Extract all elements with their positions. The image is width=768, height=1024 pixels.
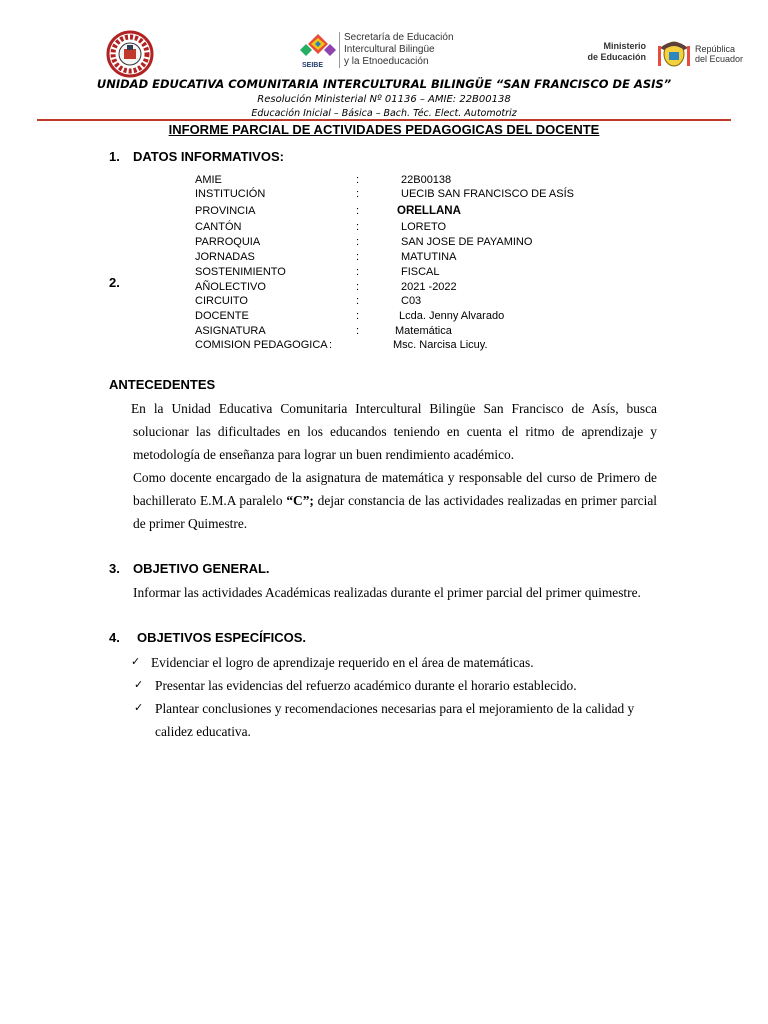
datos-colon: :	[356, 295, 360, 307]
section-1-number: 1.	[109, 149, 120, 164]
antecedentes-title: ANTECEDENTES	[109, 377, 216, 392]
datos-label: CANTÓN	[195, 221, 242, 233]
datos-value: Matemática	[395, 325, 452, 337]
datos-value: SAN JOSE DE PAYAMINO	[401, 236, 533, 248]
school-name: UNIDAD EDUCATIVA COMUNITARIA INTERCULTURAL BILINGÜE “SAN FRANCISCO DE ASIS”	[96, 77, 672, 91]
section-4-title: OBJETIVOS ESPECÍFICOS.	[137, 630, 307, 645]
seibe-line-3: y la Etnoeducación	[344, 56, 429, 67]
datos-colon: :	[356, 236, 360, 248]
datos-row	[195, 173, 615, 187]
datos-label: CIRCUITO	[195, 295, 248, 307]
datos-row	[195, 220, 615, 235]
ministerio-line-1: Ministerio	[603, 41, 646, 51]
datos-value: Msc. Narcisa Licuy.	[393, 339, 488, 351]
datos-row	[195, 338, 615, 352]
section-3-number: 3.	[109, 561, 120, 576]
check-icon: ✓	[134, 701, 144, 714]
republica-text	[695, 44, 743, 64]
datos-value: UECIB SAN FRANCISCO DE ASÍS	[401, 188, 574, 200]
datos-colon: :	[356, 251, 360, 263]
datos-row	[195, 324, 615, 338]
section-4-number: 4.	[109, 630, 120, 645]
datos-value: 2021 -2022	[401, 281, 457, 293]
datos-row	[195, 250, 615, 265]
ministerio-text	[578, 41, 646, 63]
datos-row	[195, 280, 615, 294]
datos-row	[195, 294, 615, 309]
ministerio-line-2: de Educación	[587, 52, 646, 62]
datos-value: FISCAL	[401, 266, 440, 278]
objetivo-especifico-item: Presentar las evidencias del refuerzo académico durante el horario establecido.	[155, 678, 577, 693]
datos-row	[195, 309, 615, 324]
republica-line-2: del Ecuador	[695, 54, 744, 64]
datos-label: PROVINCIA	[195, 205, 256, 217]
datos-label: AMIE	[195, 174, 222, 186]
datos-label: COMISION PEDAGOGICA	[195, 339, 328, 351]
datos-label: DOCENTE	[195, 310, 249, 322]
datos-colon: :	[356, 205, 360, 217]
datos-colon: :	[356, 310, 360, 322]
datos-row	[195, 204, 615, 220]
republica-line-1: República	[695, 44, 736, 54]
header-divider	[37, 119, 731, 121]
seibe-line-2: Intercultural Bilingüe	[344, 44, 435, 55]
datos-row	[195, 235, 615, 250]
seibe-badge: SEIBE	[302, 62, 324, 69]
section-1-title: DATOS INFORMATIVOS:	[133, 149, 284, 164]
section-2-number: 2.	[109, 275, 120, 290]
seibe-line-1: Secretaría de Educación	[344, 32, 454, 43]
levels-line: Educación Inicial – Básica – Bach. Téc. Elect. Automotriz	[251, 108, 517, 119]
antecedentes-p2-bold: “C”;	[286, 493, 314, 508]
datos-colon: :	[329, 339, 333, 351]
report-title: INFORME PARCIAL DE ACTIVIDADES PEDAGOGICAS DEL DOCENTE	[168, 122, 600, 137]
datos-colon: :	[356, 188, 360, 200]
datos-value: 22B00138	[401, 174, 452, 186]
resolution-line: Resolución Ministerial Nº 01136 – AMIE: 22B00138	[257, 94, 511, 105]
datos-value: MATUTINA	[401, 251, 457, 263]
datos-colon: :	[356, 325, 360, 337]
datos-colon: :	[356, 221, 360, 233]
objetivo-general-text: Informar las actividades Académicas realizadas durante el primer parcial del primer quimestre.	[133, 585, 641, 600]
objetivo-especifico-item: Evidenciar el logro de aprendizaje requerido en el área de matemáticas.	[151, 655, 534, 670]
datos-colon: :	[356, 266, 360, 278]
datos-row	[195, 265, 615, 280]
datos-colon: :	[356, 174, 360, 186]
datos-label: AÑOLECTIVO	[195, 281, 266, 293]
datos-row	[195, 187, 615, 204]
datos-value: C03	[401, 295, 422, 307]
datos-label: JORNADAS	[195, 251, 255, 263]
datos-colon: :	[356, 281, 360, 293]
ecuador-coat-of-arms-icon	[656, 34, 692, 70]
datos-value: Lcda. Jenny Alvarado	[399, 310, 505, 322]
school-emblem-logo	[106, 30, 154, 78]
datos-label: PARROQUIA	[195, 236, 261, 248]
objetivo-especifico-item: Plantear conclusiones y recomendaciones necesarias para el mejoramiento de la calidad y calidez educativa.	[155, 701, 635, 739]
datos-value: LORETO	[401, 221, 447, 233]
datos-label: SOSTENIMIENTO	[195, 266, 286, 278]
check-icon: ✓	[131, 655, 141, 668]
antecedentes-p2-text: Como docente encargado de la asignatura de matemática y responsable del curso de Primero de bachillerato E.M.A paralelo	[133, 470, 657, 508]
datos-label: INSTITUCIÓN	[195, 188, 266, 200]
datos-value: ORELLANA	[397, 205, 461, 217]
section-3-title: OBJETIVO GENERAL.	[133, 561, 270, 576]
seibe-text	[344, 32, 454, 68]
datos-table	[195, 173, 615, 352]
antecedentes-p2-text-end: dejar constancia de las actividades realizadas en primer parcial de primer Quimestre.	[133, 493, 658, 531]
seibe-divider	[339, 32, 340, 68]
datos-label: ASIGNATURA	[195, 325, 266, 337]
antecedentes-paragraph-2	[133, 466, 657, 535]
check-icon: ✓	[134, 678, 144, 691]
antecedentes-paragraph-1: En la Unidad Educativa Comunitaria Intercultural Bilingüe San Francisco de Asís, busca solucionar las dificultades en los educandos teniendo en cuenta el ritmo de aprendizaje y metodología de enseñanza para lograr un buen rendimiento académico.	[131, 401, 657, 462]
